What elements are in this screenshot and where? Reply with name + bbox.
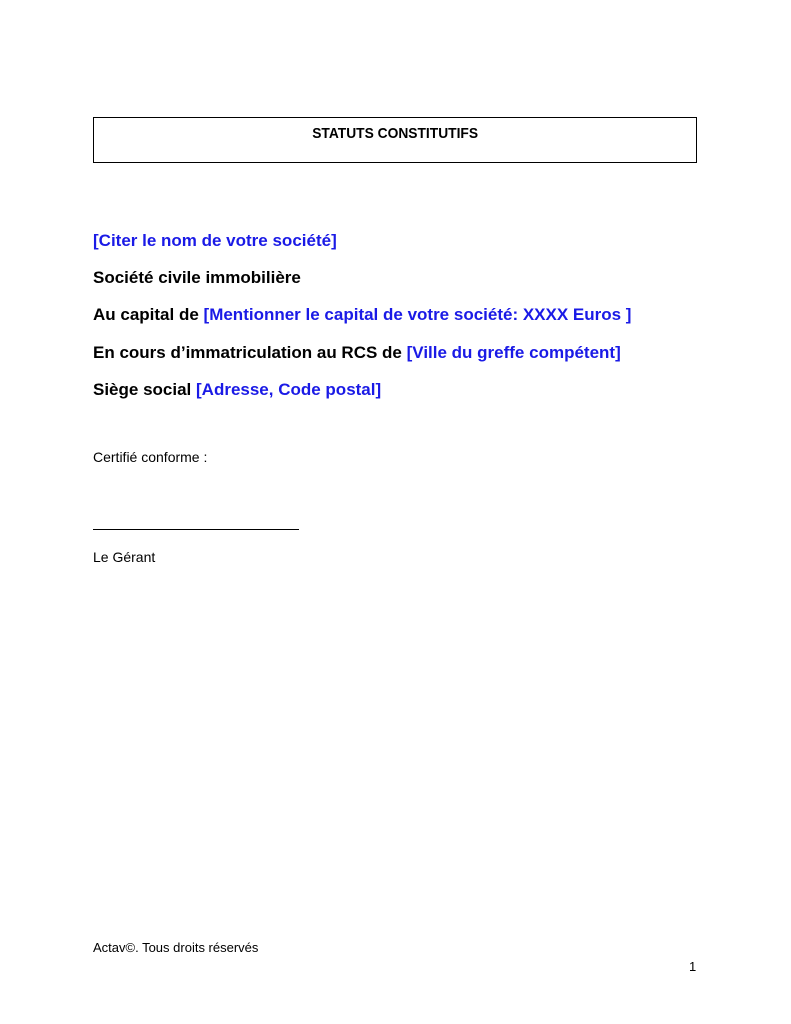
rcs-label: En cours d’immatriculation au RCS de [93,343,407,362]
rcs-line [93,343,621,363]
capital-placeholder: [Mentionner le capital de votre société: XXXX Euros ] [203,305,632,324]
company-name-placeholder: [Citer le nom de votre société] [93,231,337,250]
company-type-line [93,268,301,288]
footer-copyright: Actav©. Tous droits réservés [93,940,259,955]
page-number: 1 [689,959,697,974]
title-box [93,117,697,163]
rcs-placeholder: [Ville du greffe compétent] [406,343,621,362]
capital-label: Au capital de [93,305,204,324]
signature-line [93,529,299,530]
certifie-conforme-label: Certifié conforme : [93,449,208,465]
siege-placeholder: [Adresse, Code postal] [196,380,382,399]
signatory-label: Le Gérant [93,549,156,565]
siege-label: Siège social [93,380,196,399]
company-type: Société civile immobilière [93,268,301,287]
siege-line [93,380,381,400]
capital-line [93,305,631,325]
company-name-line [93,231,337,251]
document-title: STATUTS CONSTITUTIFS [312,124,478,142]
